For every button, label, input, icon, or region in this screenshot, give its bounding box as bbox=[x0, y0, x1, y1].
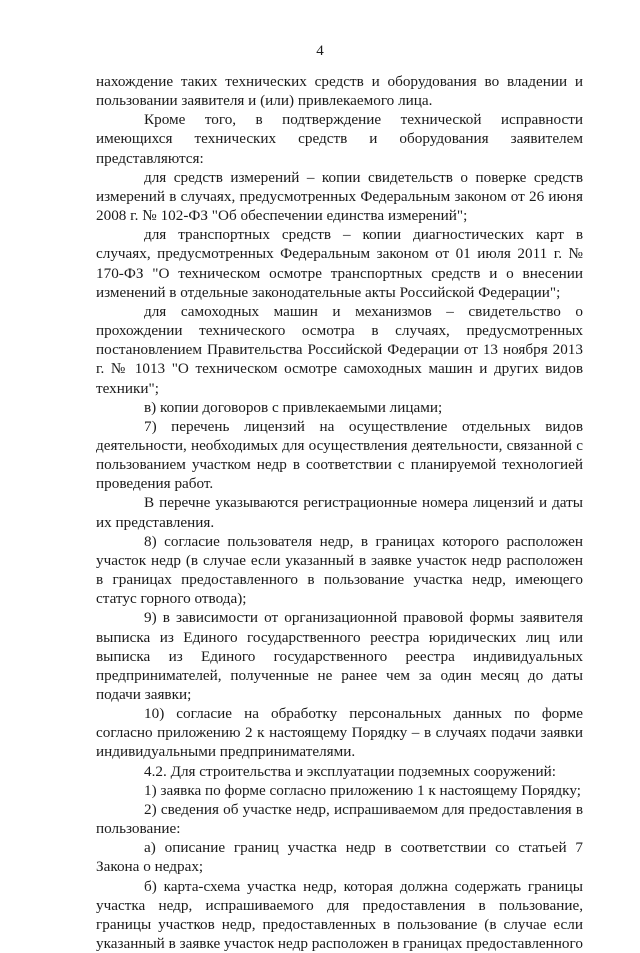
paragraph: В перечне указываются регистрационные номера лицензий и даты их представления. bbox=[96, 494, 583, 531]
paragraph: для средств измерений – копии свидетельств о поверке средств измерений в случаях, предусмотренных Федеральным законом от 26 июня 2008 г. № 102-ФЗ "Об обеспечении единства измерений"; bbox=[96, 168, 583, 225]
paragraph: 10) согласие на обработку персональных данных по форме согласно приложению 2 к настоящему Порядку – в случаях подачи заявки индивидуальными предпринимателями. bbox=[96, 705, 583, 761]
paragraph: 1) заявка по форме согласно приложению 1 к настоящему Порядку; bbox=[144, 781, 581, 799]
paragraph: 2) сведения об участке недр, испрашиваемом для предоставления в пользование: bbox=[96, 800, 583, 838]
document-body bbox=[96, 72, 583, 953]
paragraph: б) карта-схема участка недр, которая должна содержать границы участка недр, испрашиваемого для предоставления в пользование, границы участков недр, предоставленных в пользование (в случае если указанный в заявке участок недр расположен в границах предоставленного bbox=[96, 877, 583, 953]
paragraph: Кроме того, в подтверждение технической исправности имеющихся технических средств и оборудования заявителем представляются: bbox=[96, 111, 583, 167]
paragraph: 7) перечень лицензий на осуществление отдельных видов деятельности, необходимых для осуществления деятельности, связанной с пользованием участком недр в соответствии с планируемой технологией проведения работ. bbox=[96, 417, 583, 493]
paragraph: 8) согласие пользователя недр, в границах которого расположен участок недр (в случае если указанный в заявке участок недр расположен в границах предоставленного в пользование участка недр, имеющего статус горного отвода); bbox=[96, 532, 583, 608]
paragraph: нахождение таких технических средств и оборудования во владении и пользовании заявителя и (или) привлекаемого лица. bbox=[96, 73, 583, 110]
paragraph: 4.2. Для строительства и эксплуатации подземных сооружений: bbox=[144, 762, 556, 780]
paragraph: в) копии договоров с привлекаемыми лицами; bbox=[144, 398, 443, 416]
page-number: 4 bbox=[316, 43, 324, 59]
paragraph: для транспортных средств – копии диагностических карт в случаях, предусмотренных Федеральным законом от 01 июля 2011 г. № 170-ФЗ "О техническом осмотре транспортных средств и о внесении изменений в отдельные законодательные акты Российской Федерации"; bbox=[96, 226, 583, 301]
paragraph: 9) в зависимости от организационной правовой формы заявителя выписка из Единого государственного реестра юридических лиц или выписка из Единого государственного реестра индивидуальных предпринимателей, полученные не ранее чем за один месяц до даты подачи заявки; bbox=[96, 609, 583, 703]
paragraph: а) описание границ участка недр в соответствии со статьей 7 Закона о недрах; bbox=[96, 839, 583, 876]
paragraph: для самоходных машин и механизмов – свидетельство о прохождении технического осмотра в случаях, предусмотренных постановлением Правительства Российской Федерации от 13 ноября 2013 г. № 1013 "О техническом осмотре самоходных машин и других видов техники"; bbox=[96, 302, 583, 397]
